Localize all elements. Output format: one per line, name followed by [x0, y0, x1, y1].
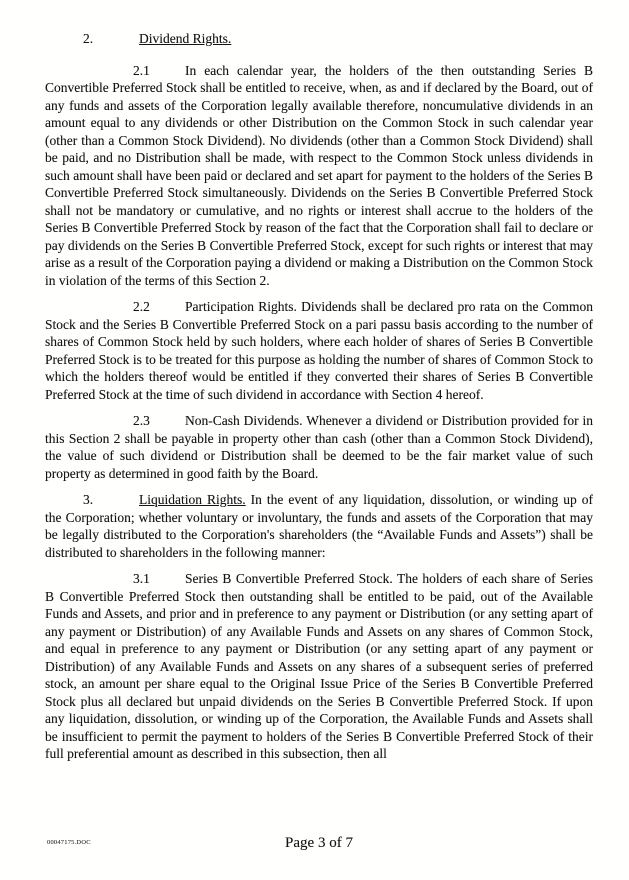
page-footer	[45, 834, 593, 860]
paragraph-text: In the event of any liquidation, dissolution, or winding up of the Corporation; whether voluntary or involuntary, the funds and assets of the Corporation that may be legally distributed to the Corporation's shareholders (the “Available Funds and Assets”) shall be distributed to shareholders in the following manner:	[45, 492, 593, 560]
section-title: Liquidation Rights.	[139, 492, 246, 507]
paragraph-runin-heading: Participation Rights.	[185, 299, 297, 314]
section-number: 2.	[83, 31, 94, 46]
paragraph-2-2	[45, 298, 593, 403]
section-3-liquidation-rights	[45, 491, 593, 561]
paragraph-3-1	[45, 570, 593, 763]
document-content	[45, 30, 593, 772]
paragraph-number: 2.3	[133, 413, 150, 428]
section-number: 3.	[83, 492, 94, 507]
paragraph-number: 2.1	[133, 62, 150, 78]
section-heading-dividend-rights	[45, 30, 593, 48]
section-title: Dividend Rights.	[139, 31, 232, 46]
paragraph-text: The holders of each share of Series B Convertible Preferred Stock then outstanding shall be entitled to be paid, out of the Available Funds and Assets, and prior and in preference to any payment or Distribution (or any setting apart of any payment or Distribution) of any Available Funds and Assets on any shares of Common Stock, and equal in preference to any payment or Distribution (or any setting apart of any payment or Distribution) of any Available Funds and Assets on any shares of a subsequent series of preferred stock, an amount per share equal to the Original Issue Price of the Series B Convertible Preferred Stock plus all declared but unpaid dividends on the Series B Convertible Preferred Stock. If upon any liquidation, dissolution, or winding up of the Corporation, the Available Funds and Assets shall be insufficient to permit the payment to holders of the Series B Convertible Preferred Stock of their full preferential amount as described in this subsection, then all	[45, 571, 593, 761]
footer-doc-number: 00047175.DOC	[47, 839, 91, 846]
footer-page-label: Page 3 of 7	[285, 835, 353, 851]
paragraph-text: Dividends shall be declared pro rata on the Common Stock and the Series B Convertible Preferred Stock on a pari passu basis according to the number of shares of Common Stock held by such holders, where each holder of shares of Series B Convertible Preferred Stock is to be treated for this purpose as holding the number of shares of Common Stock to which the holders thereof would be entitled if they converted their shares of Series B Convertible Preferred Stock at the time of such dividend in accordance with Section 4 hereof.	[45, 299, 593, 402]
paragraph-runin-heading: Non-Cash Dividends.	[185, 413, 303, 428]
paragraph-2-3	[45, 412, 593, 482]
paragraph-number: 3.1	[133, 571, 150, 586]
paragraph-number: 2.2	[133, 299, 150, 314]
paragraph-text: Whenever a dividend or Distribution provided for in this Section 2 shall be payable in property other than cash (other than a Common Stock Dividend), the value of such dividend or Distribution shall be deemed to be the fair market value of such property as determined in good faith by the Board.	[45, 413, 593, 481]
paragraph-2-1	[45, 62, 593, 290]
paragraph-text: In each calendar year, the holders of the then outstanding Series B Convertible Preferred Stock shall be entitled to receive, when, as and if declared by the Board, out of any funds and assets of the Corporation legally available therefore, noncumulative dividends in an amount equal to any dividends or other Distribution on the Common Stock in such calendar year (other than a Common Stock Dividend). No dividends (other than a Common Stock Dividend) shall be paid, and no Distribution shall be made, with respect to the Common Stock unless dividends in such amount shall have been paid or declared and set apart for payment to the holders of the Series B Convertible Preferred Stock simultaneously. Dividends on the Series B Convertible Preferred Stock shall not be mandatory or cumulative, and no rights or interest shall accrue to the holders of the Series B Convertible Preferred Stock by reason of the fact that the Corporation shall fail to declare or pay dividends on the Series B Convertible Preferred Stock, except for such rights or interest that may arise as a result of the Corporation paying a dividend or making a Distribution on the Common Stock in violation of the terms of this Section 2.	[45, 62, 593, 288]
paragraph-runin-heading: Series B Convertible Preferred Stock.	[185, 571, 393, 586]
